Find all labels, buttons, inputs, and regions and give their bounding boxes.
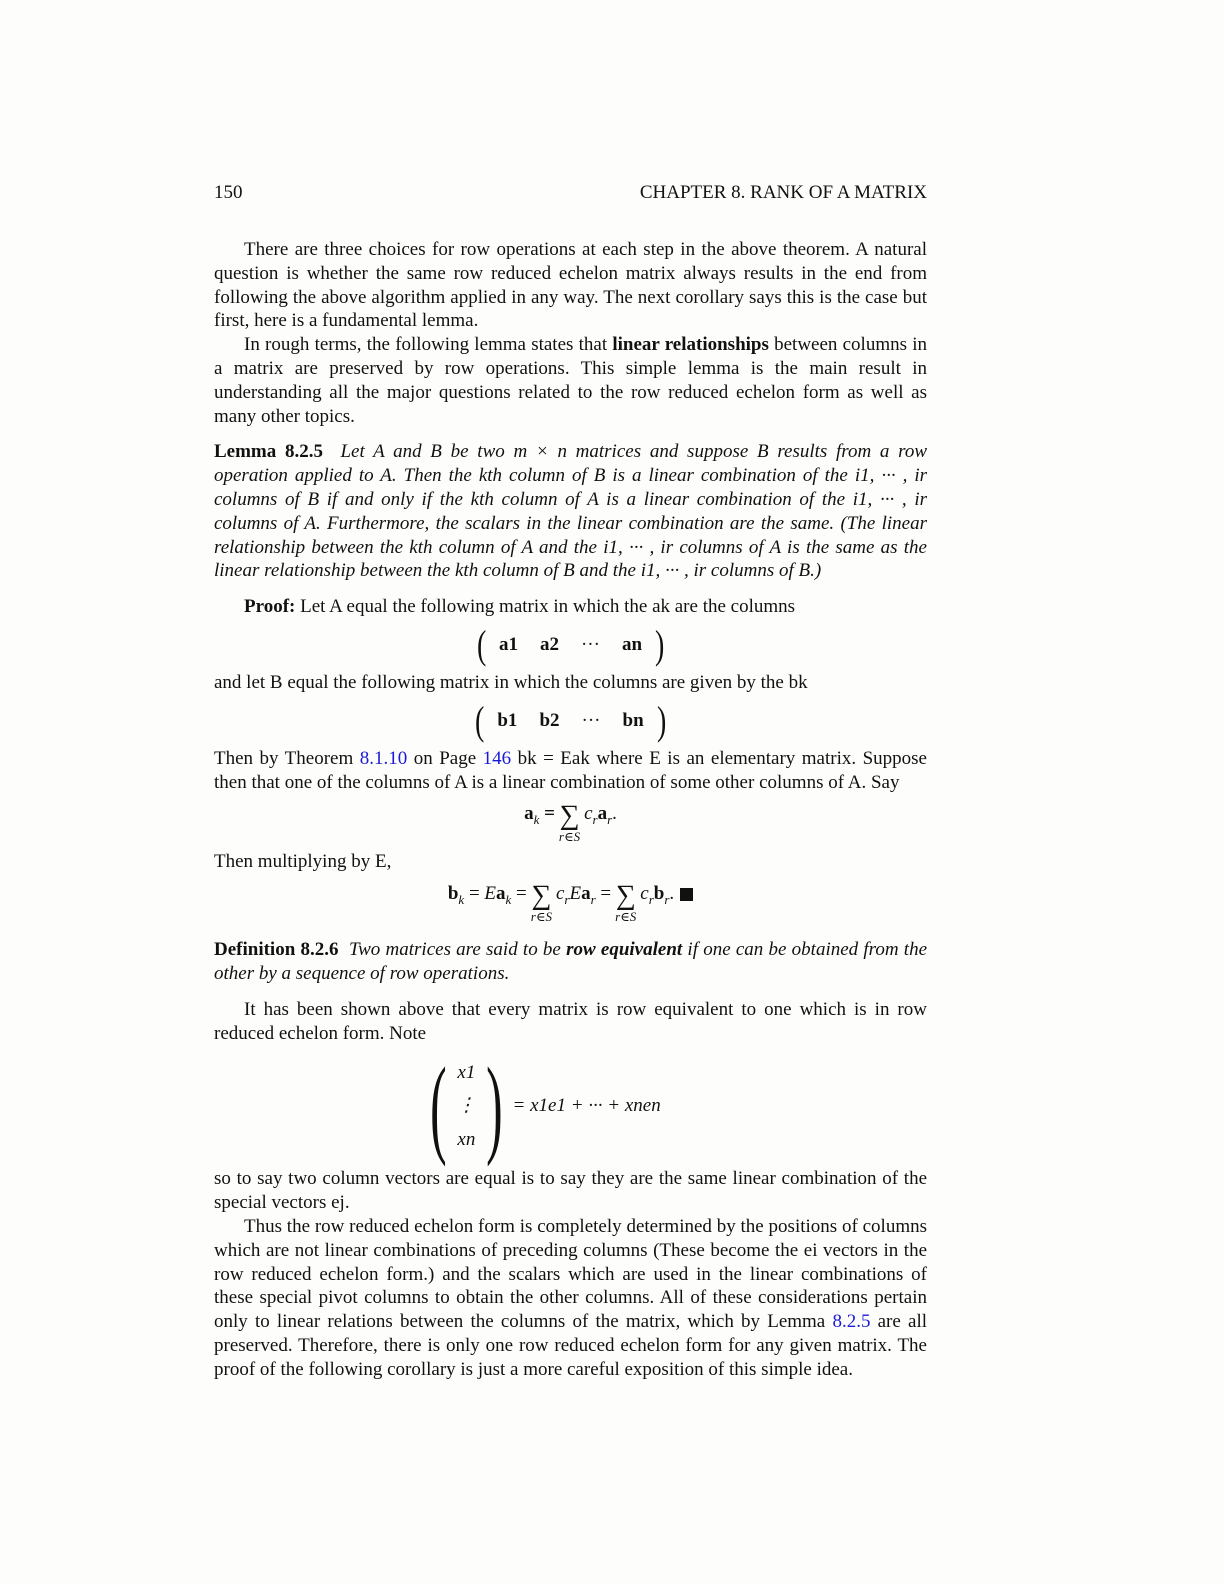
text: bk = Eak where E is an elementary matrix. Suppose then that one of the columns of A is a linear combination of some other columns of A. Say	[214, 747, 927, 793]
definition-8-2-6	[214, 938, 927, 986]
equation-ak	[214, 802, 927, 844]
equation-bk	[214, 882, 927, 924]
lemma-text: Let A and B be two m × n matrices and suppose B results from a row operation applied to A. Then the kth column of B is a linear combination of the i1, ··· , ir columns of B if and only if the kth column of A is a linear combination of the i1, ··· , ir columns of A. Furthermore, the scalars in the linear combination are the same. (The linear relationship between the kth column of A and the i1, ··· , ir columns of A is the same as the linear relationship between the kth column of B and the i1, ··· , ir columns of B.)	[214, 441, 928, 582]
matrix-b-display	[214, 697, 927, 743]
page-number: 150	[214, 182, 243, 203]
proof-label: Proof:	[244, 596, 296, 618]
matrix-b-cell: ···	[581, 709, 601, 731]
paragraph-linear-relationships	[214, 333, 927, 428]
proof-line-3	[214, 747, 927, 795]
matrix-b-cell: b1	[497, 709, 518, 731]
eq-lhs: $b_k = Ea_k$ =	[447, 883, 527, 907]
definition-label: Definition 8.2.6	[214, 939, 339, 961]
text: Thus the row reduced echelon form is completely determined by the positions of columns which are not linear combinations of preceding columns (These become the ei vectors in the row reduced echelon form.) and the scalars which are used in the linear combinations of these special pivot columns to obtain the other columns. All of these considerations pertain only to linear relations between the columns of the matrix, which by Lemma	[214, 1215, 927, 1333]
paragraph-intro: There are three choices for row operations at each step in the above theorem. A natural question is whether the same row reduced echelon matrix always results in the end from following the above algorithm applied in any way. The next corollary says this is the case but first, here is a fundamental lemma.	[214, 239, 927, 332]
eq-mid: $c_rEa_r$ =	[555, 883, 612, 907]
text: between columns in a matrix are preserved by row operations. This simple lemma is the main result in understanding all the major questions related to the row reduced echelon form as well as many other topics.	[214, 334, 927, 427]
bold-term: linear relationships	[612, 334, 769, 356]
right-paren: )	[485, 1045, 503, 1168]
lemma-8-2-5	[214, 440, 927, 583]
vector-equation	[214, 1045, 927, 1168]
paragraph-conclusion	[214, 1215, 927, 1382]
lemma-label: Lemma 8.2.5	[214, 441, 323, 463]
right-paren: )	[655, 621, 665, 667]
matrix-b-cell: bn	[622, 709, 644, 731]
left-paren: (	[475, 697, 485, 743]
chapter-title: CHAPTER 8. RANK OF A MATRIX	[639, 182, 927, 203]
text: are all preserved. Therefore, there is only one row reduced echelon form for any given matrix. The proof of the following corollary is just a more careful exposition of this simple idea.	[214, 1311, 927, 1380]
paragraph-row-equivalent: It has been shown above that every matrix is row equivalent to one which is in row reduced echelon form. Note	[214, 998, 927, 1044]
sum-index: r∈S	[558, 829, 581, 845]
sigma-icon: ∑	[559, 800, 580, 832]
matrix-a-cell: a2	[539, 634, 559, 656]
running-header	[214, 182, 927, 208]
sum	[531, 882, 552, 924]
text: Then by Theorem	[214, 747, 360, 769]
paragraph-special-vectors: so to say two column vectors are equal is to say they are the same linear combination of the special vectors ej.	[214, 1168, 927, 1214]
vector-entry: x1	[457, 1061, 476, 1083]
matrix-a-cell: a1	[498, 634, 518, 656]
left-paren: (	[430, 1045, 447, 1168]
eq-rhs: $c_rb_r$.	[640, 882, 693, 912]
text: In rough terms, the following lemma states that	[244, 334, 613, 356]
vector-entry: ⋮	[456, 1095, 476, 1117]
matrix-b-cell: b2	[539, 709, 560, 731]
lemma-link[interactable]: 8.2.5	[832, 1311, 871, 1333]
sum	[559, 802, 580, 844]
sigma-icon: ∑	[615, 880, 636, 912]
sum-index: r∈S	[615, 909, 637, 925]
matrix-a-display	[214, 621, 927, 667]
sum	[615, 882, 636, 924]
eq-lhs: $a_k$ =	[524, 803, 555, 828]
text: if one can be obtained from the other by a sequence of row operations.	[214, 939, 928, 984]
sigma-icon: ∑	[531, 880, 552, 912]
proof-line-2: and let B equal the following matrix in which the columns are given by the bk	[214, 671, 808, 693]
proof-line-4: Then multiplying by E,	[214, 851, 392, 873]
matrix-a-cell: an	[621, 634, 643, 656]
page-body	[214, 238, 927, 1382]
vector-rhs: = x1e1 + ··· + xnen	[512, 1095, 661, 1117]
eq-rhs: $c_ra_r$.	[584, 803, 617, 828]
right-paren: )	[656, 697, 666, 743]
sum-index: r∈S	[530, 909, 552, 925]
proof-line-1	[214, 595, 927, 619]
matrix-a-cell: ···	[580, 634, 600, 656]
qed-icon	[680, 888, 693, 901]
vector-entry: xn	[457, 1129, 476, 1151]
text: Two matrices are said to be	[348, 939, 567, 961]
text: on Page	[407, 747, 483, 769]
bold-term: row equivalent	[566, 939, 683, 961]
left-paren: (	[476, 621, 486, 667]
vector-entries	[457, 1061, 476, 1152]
page-link[interactable]: 146	[482, 747, 512, 769]
text: Let A equal the following matrix in which the ak are the columns	[300, 596, 796, 618]
theorem-link[interactable]: 8.1.10	[359, 747, 408, 769]
